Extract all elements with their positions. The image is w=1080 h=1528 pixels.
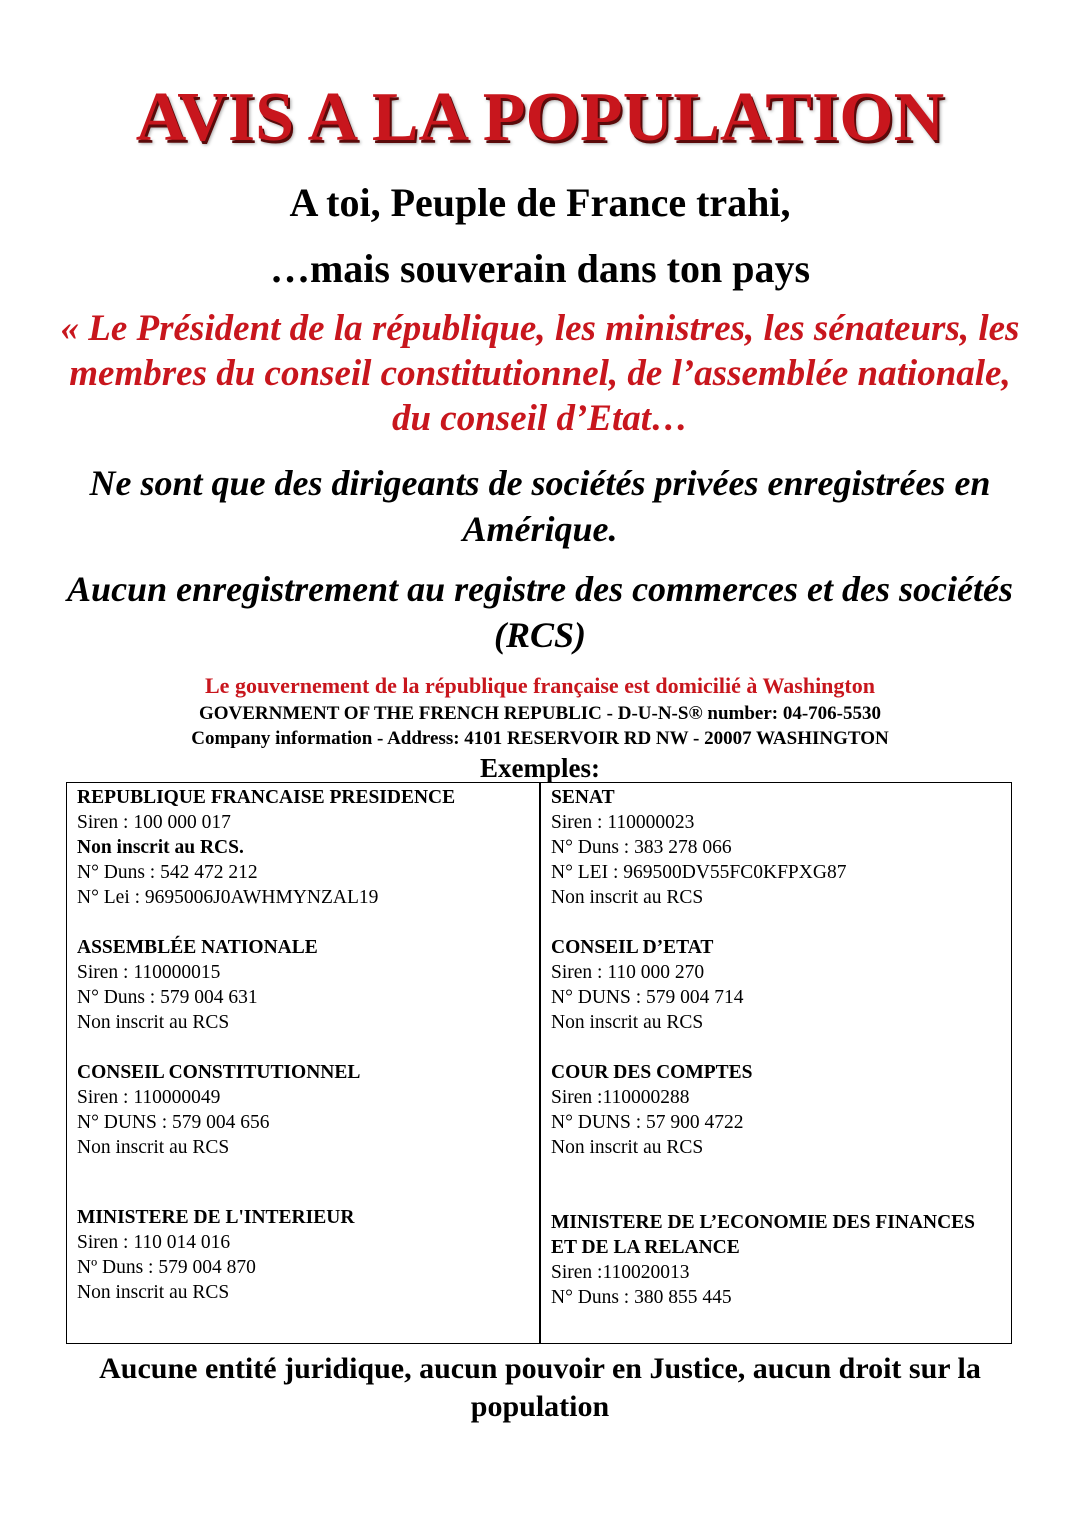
entry-rcs-status: Non inscrit au RCS [551, 887, 704, 908]
entry-siren: Siren : 100 000 017 [77, 812, 231, 833]
entry-name: REPUBLIQUE FRANCAISE PRESIDENCE [77, 787, 456, 808]
entry-duns: N° Duns : 380 855 445 [551, 1287, 732, 1308]
entry-senat [551, 785, 846, 910]
entry-name-continued: ET DE LA RELANCE [551, 1237, 740, 1258]
claim-no-rcs: Aucun enregistrement au registre des commerces et des sociétés (RCS) [67, 569, 1013, 655]
footer-statement: Aucune entité juridique, aucun pouvoir en Justice, aucun droit sur la population [99, 1352, 981, 1423]
entry-duns: N° Duns : 579 004 631 [77, 987, 258, 1008]
entry-assemblee [77, 935, 318, 1035]
entry-rcs-status: Non inscrit au RCS [77, 1282, 230, 1303]
entry-siren: Siren : 110 000 270 [551, 962, 705, 983]
entry-cour-des-comptes [551, 1060, 753, 1160]
subtitle-line-1: A toi, Peuple de France trahi, [289, 180, 791, 225]
info-duns-line: GOVERNMENT OF THE FRENCH REPUBLIC - D-U-N-S® number: 04-706-5530 [198, 703, 882, 724]
entry-siren: Siren : 110000023 [551, 812, 695, 833]
entry-name: ASSEMBLÉE NATIONALE [77, 937, 318, 958]
entry-name: SENAT [551, 787, 615, 808]
examples-table [66, 782, 1012, 1344]
entry-siren: Siren : 110000049 [77, 1087, 221, 1108]
entry-rcs-status: Non inscrit au RCS [551, 1137, 704, 1158]
entry-duns: N° DUNS : 57 900 4722 [551, 1112, 744, 1133]
entry-siren: Siren :110000288 [551, 1087, 690, 1108]
info-address-line: Company information - Address: 4101 RESERVOIR RD NW - 20007 WASHINGTON [191, 728, 889, 749]
subtitle-line-2: …mais souverain dans ton pays [269, 246, 811, 291]
entry-rcs-status: Non inscrit au RCS. [77, 837, 244, 858]
entry-rcs-status: Non inscrit au RCS [551, 1012, 704, 1033]
entry-rcs-status: Non inscrit au RCS [77, 1137, 230, 1158]
table-column-divider [539, 783, 541, 1343]
entry-economie [551, 1210, 975, 1310]
entry-lei: N° LEI : 969500DV55FC0KFPXG87 [551, 862, 847, 883]
info-washington-line: Le gouvernement de la république française est domicilié à Washington [205, 673, 875, 698]
entry-duns: N° Duns : 542 472 212 [77, 862, 258, 883]
entry-presidence [77, 785, 455, 910]
entry-rcs-status: Non inscrit au RCS [77, 1012, 230, 1033]
entry-name: MINISTERE DE L’ECONOMIE DES FINANCES [551, 1212, 976, 1233]
entry-name: COUR DES COMPTES [551, 1062, 753, 1083]
entry-name: MINISTERE DE L'INTERIEUR [77, 1207, 355, 1228]
entry-siren: Siren : 110000015 [77, 962, 221, 983]
claim-private-companies: Ne sont que des dirigeants de sociétés privées enregistrées en Amérique. [89, 463, 991, 549]
entry-duns: N° Duns : 383 278 066 [551, 837, 732, 858]
entry-duns: N° DUNS : 579 004 656 [77, 1112, 270, 1133]
examples-label: Exemples: [480, 753, 600, 783]
entry-conseil-constitutionnel [77, 1060, 360, 1160]
entry-siren: Siren : 110 014 016 [77, 1232, 231, 1253]
entry-duns: N° DUNS : 579 004 714 [551, 987, 744, 1008]
entry-siren: Siren :110020013 [551, 1262, 690, 1283]
entry-duns: Nº Duns : 579 004 870 [77, 1257, 256, 1278]
poster-title: AVIS A LA POPULATION [135, 79, 945, 156]
entry-name: CONSEIL D’ETAT [551, 937, 714, 958]
entry-name: CONSEIL CONSTITUTIONNEL [77, 1062, 361, 1083]
quote-paragraph: « Le Président de la république, les ministres, les sénateurs, les membres du conseil constitutionnel, de l’assemblée nationale, du conseil d’Etat… [60, 308, 1020, 439]
entry-conseil-etat [551, 935, 744, 1035]
entry-lei: N° Lei : 9695006J0AWHMYNZAL19 [77, 887, 379, 908]
entry-interieur [77, 1205, 354, 1305]
